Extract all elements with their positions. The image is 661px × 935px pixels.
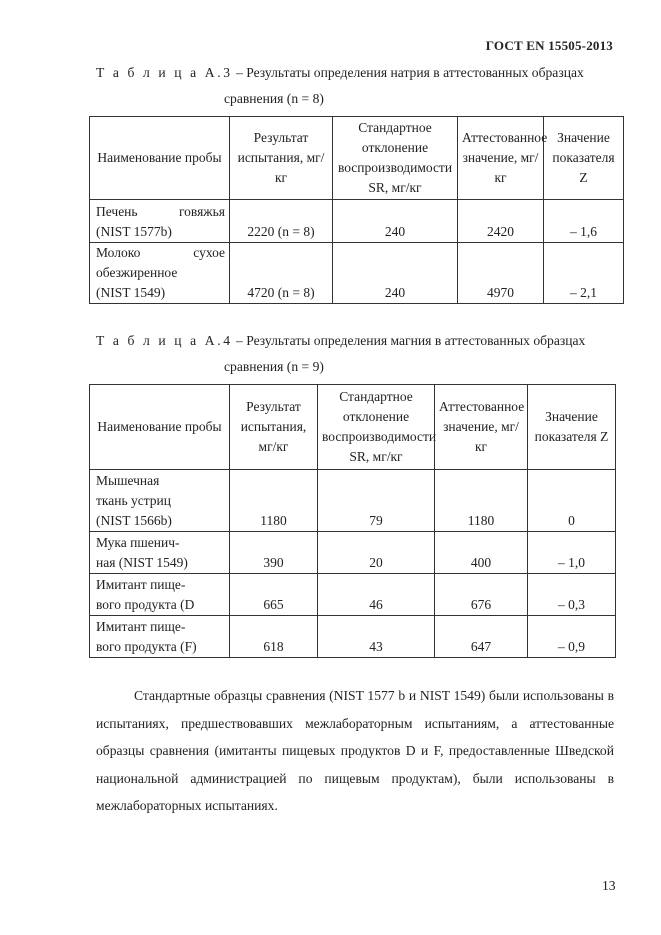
table-a4-caption bbox=[96, 328, 616, 380]
table-a4-row3-z: – 0,3 bbox=[528, 574, 616, 616]
table-a3-row1-result: 2220 (n = 8) bbox=[230, 200, 333, 243]
table-a3-caption bbox=[96, 60, 616, 112]
table-row bbox=[90, 243, 624, 304]
table-a4-row1-name bbox=[90, 470, 230, 532]
table-a3-header-result: Результат испытания, мг/кг bbox=[230, 117, 333, 200]
table-a4-row3-name-l2: вого продукта (D bbox=[96, 597, 195, 612]
table-a3-header-sd: Стандартное отклонение воспроизводимости SR, мг/кг bbox=[333, 117, 458, 200]
table-a4-row2-result: 390 bbox=[230, 532, 318, 574]
table-a4-row2-certified: 400 bbox=[435, 532, 528, 574]
table-a4-row2-sd: 20 bbox=[318, 532, 435, 574]
table-a4-row1-name-l1: Мышечная bbox=[96, 473, 160, 488]
table-a4-caption-line2: сравнения (n = 9) bbox=[224, 359, 324, 374]
table-a3-row1-certified: 2420 bbox=[458, 200, 544, 243]
table-a3-caption-line2: сравнения (n = 8) bbox=[224, 91, 324, 106]
table-a3 bbox=[89, 116, 624, 304]
table-a3-row2-sd: 240 bbox=[333, 243, 458, 304]
table-a3-row2-certified: 4970 bbox=[458, 243, 544, 304]
table-a4-row2-name bbox=[90, 532, 230, 574]
table-a4-header-z: Значение показателя Z bbox=[528, 385, 616, 470]
table-a4-caption-lead: Т а б л и ц а А.4 bbox=[96, 333, 233, 348]
table-a4-row4-name-l2: вого продукта (F) bbox=[96, 639, 197, 654]
table-a4-row3-result: 665 bbox=[230, 574, 318, 616]
table-a4-row1-sd: 79 bbox=[318, 470, 435, 532]
table-a3-row1-name bbox=[90, 200, 230, 243]
table-a3-row2-name bbox=[90, 243, 230, 304]
table-row bbox=[90, 574, 616, 616]
table-a4-header-certified: Аттестованное значение, мг/кг bbox=[435, 385, 528, 470]
table-a4-row4-name-l1: Имитант пище- bbox=[96, 619, 186, 634]
table-a4-header-sd: Стандартное отклонение воспроизводимости SR, мг/кг bbox=[318, 385, 435, 470]
table-a4-row3-name bbox=[90, 574, 230, 616]
table-a3-header-certified: Аттестованное значение, мг/кг bbox=[458, 117, 544, 200]
table-a3-header-row bbox=[90, 117, 624, 200]
table-a3-row2-result: 4720 (n = 8) bbox=[230, 243, 333, 304]
table-a3-header-z: Значение показателя Z bbox=[544, 117, 624, 200]
table-a3-caption-text: – Результаты определения натрия в аттестованных образцах bbox=[232, 65, 584, 80]
table-a3-row1-name-l1: Печень говяжья bbox=[96, 204, 225, 219]
table-a4-header-name: Наименование пробы bbox=[90, 385, 230, 470]
body-paragraph: Стандартные образцы сравнения (NIST 1577 b и NIST 1549) были использованы в испытаниях, предшествовавших межлабораторным испытаниям, а аттестованные образцы сравнения (имитанты пищевых продуктов D и F, предоставленные Шведской национальной администрацией по пищевым продуктам), были использованы в межлабораторных испытаниях. bbox=[96, 688, 614, 813]
page-number: 13 bbox=[602, 878, 616, 893]
table-row bbox=[90, 616, 616, 658]
table-a4-caption-text: – Результаты определения магния в аттестованных образцах bbox=[232, 333, 586, 348]
table-a4-header-result: Результат испытания, мг/кг bbox=[230, 385, 318, 470]
table-a4-row4-certified: 647 bbox=[435, 616, 528, 658]
table-a4-row1-name-l2: ткань устриц bbox=[96, 493, 172, 508]
table-row bbox=[90, 532, 616, 574]
table-a4-row3-certified: 676 bbox=[435, 574, 528, 616]
table-a3-row1-z: – 1,6 bbox=[544, 200, 624, 243]
table-a4-row2-z: – 1,0 bbox=[528, 532, 616, 574]
table-a4-row1-certified: 1180 bbox=[435, 470, 528, 532]
table-a4-row2-name-l2: ная (NIST 1549) bbox=[96, 555, 188, 570]
table-a4-row4-sd: 43 bbox=[318, 616, 435, 658]
table-a3-row2-name-l1: Молоко сухое bbox=[96, 245, 225, 260]
table-row bbox=[90, 200, 624, 243]
table-a4-row1-result: 1180 bbox=[230, 470, 318, 532]
table-a4-row2-name-l1: Мука пшенич- bbox=[96, 535, 180, 550]
table-a4 bbox=[89, 384, 616, 658]
table-a4-row4-z: – 0,9 bbox=[528, 616, 616, 658]
table-a3-row2-z: – 2,1 bbox=[544, 243, 624, 304]
table-a3-row1-sd: 240 bbox=[333, 200, 458, 243]
table-a3-row2-name-l3: (NIST 1549) bbox=[96, 285, 166, 300]
table-a3-caption-lead: Т а б л и ц а А.3 bbox=[96, 65, 233, 80]
table-a4-header-row bbox=[90, 385, 616, 470]
table-a4-row1-name-l3: (NIST 1566b) bbox=[96, 513, 172, 528]
table-row bbox=[90, 470, 616, 532]
table-a4-row3-name-l1: Имитант пище- bbox=[96, 577, 186, 592]
table-a3-header-name: Наименование пробы bbox=[90, 117, 230, 200]
table-a3-row2-name-l2: обезжиренное bbox=[96, 265, 178, 280]
table-a3-row1-name-l2: (NIST 1577b) bbox=[96, 224, 172, 239]
table-a4-row1-z: 0 bbox=[528, 470, 616, 532]
document-id: ГОСТ EN 15505-2013 bbox=[485, 38, 613, 53]
table-a4-row4-result: 618 bbox=[230, 616, 318, 658]
table-a4-row3-sd: 46 bbox=[318, 574, 435, 616]
table-a4-row4-name bbox=[90, 616, 230, 658]
